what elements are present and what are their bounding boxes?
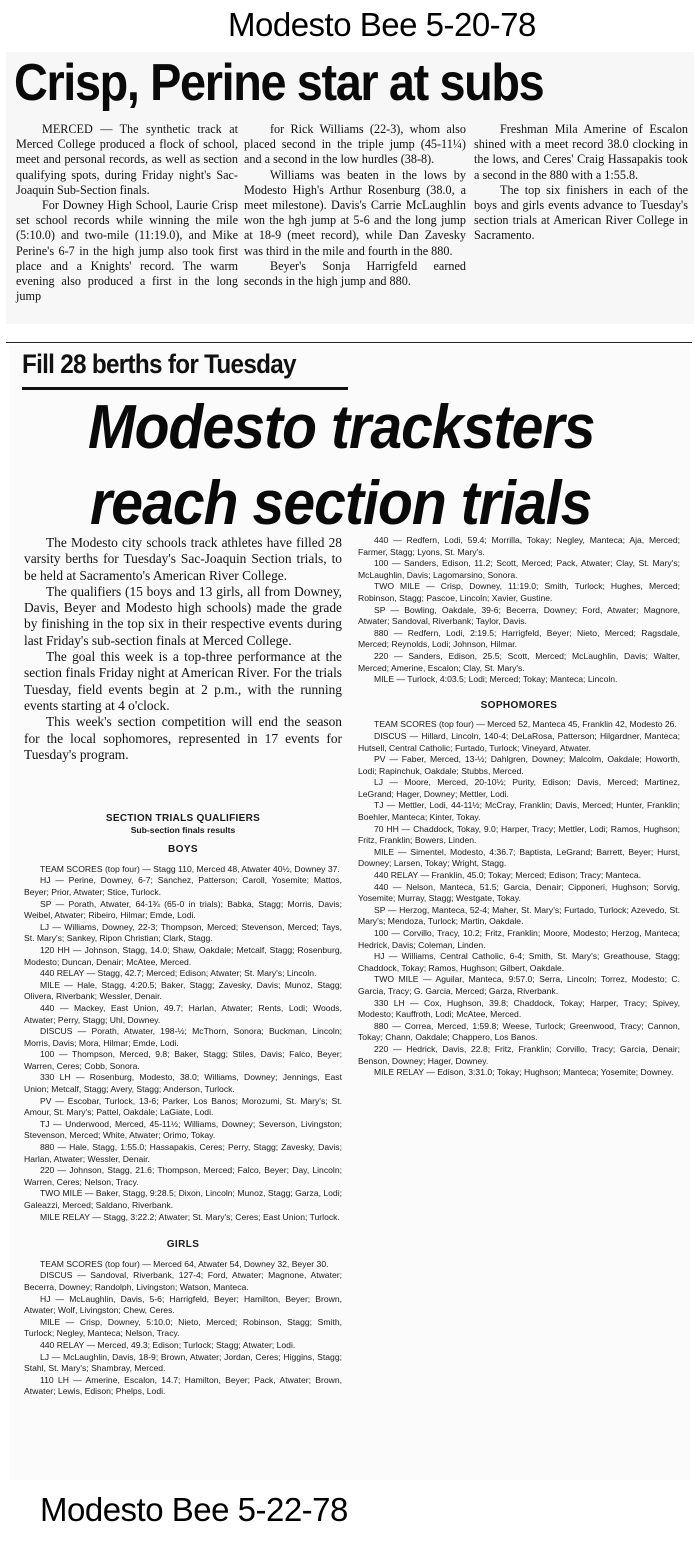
kicker-headline: Fill 28 berths for Tuesday: [22, 349, 296, 379]
results-left-column: [24, 803, 342, 1398]
result-entry: HJ — McLaughlin, Davis, 5-6; Harrigfeld, Beyer; Hamilton, Beyer; Brown, Atwater; Wolf, Livingston; Chew, Ceres.: [24, 1293, 342, 1316]
headline-line-2: reach section trials: [90, 469, 592, 538]
result-entry: 70 HH — Chaddock, Tokay, 9.0; Harper, Tracy; Mettler, Lodi; Ramos, Hughson; Fritz, Franklin; Bowers, Linden.: [358, 823, 680, 846]
result-entry: 880 — Redfern, Lodi, 2:19.5; Harrigfeld, Beyer; Nieto, Merced; Ragsdale, Merced; Reynolds, Lodi; Johnson, Hilmar.: [358, 627, 680, 650]
article2-lead: [24, 535, 342, 763]
result-entry: DISCUS — Sandoval, Riverbank, 127-4; Ford, Atwater; Magnone, Atwater; Becerra, Downey; Randolph, Livingston; Watson, Manteca.: [24, 1270, 342, 1292]
result-entry: TEAM SCORES (top four) — Stagg 110, Merced 48, Atwater 40½, Downey 37.: [40, 863, 340, 874]
result-entry: TWO MILE — Crisp, Downey, 11:19.0; Smith, Turlock; Hughes, Merced; Robinson, Stagg; Pascoe, Lincoln; Xavier, Gustine.: [358, 581, 680, 603]
result-entry: 440 — Mackey, East Union, 49.7; Harlan, Atwater; Rents, Lodi; Woods, Atwater; Perry, Stagg; Uhl, Downey.: [24, 1002, 342, 1025]
result-entry: HJ — Williams, Central Catholic, 6-4; Smith, St. Mary's; Greathouse, Stagg; Chaddock, Tokay; Ramos, Hughson; Gilbert, Oakdale.: [358, 951, 680, 973]
result-entry: 880 — Correa, Merced, 1:59.8; Weese, Turlock; Greenwood, Tracy; Cannon, Tokay; Chann, Oakdale; Chappero, Los Banos.: [358, 1020, 680, 1043]
clipping-modesto-tracksters: [10, 345, 690, 1480]
result-entry: PV — Escobar, Turlock, 13-6; Parker, Los Banos; Morozumi, St. Mary's; St. Amour, St. Mary's; Pattel, Oakdale; LaGiate, Lodi.: [24, 1095, 342, 1118]
result-entry: 220 — Sanders, Edison, 25.5; Scott, Merced; McLaughlin, Davis; Walter, Merced; Amerine, Escalon; Clay, St. Mary's.: [358, 650, 680, 673]
paragraph: Williams was beaten in the lows by Modesto High's Arthur Rosenburg (38.0, a meet milestone). Davis's Carrie McLaughlin won the hgh jump at 5-6 and the long jump at 18-9 (meet record), while Dan Zavesky was third in the mile and fourth in the 880.: [244, 167, 466, 258]
paragraph: MERCED — The synthetic track at Merced College produced a flock of school, meet and personal records, as well as section qualifying spots, during Friday night's Sac-Joaquin Sub-Section finals.: [16, 122, 238, 197]
result-entry: 220 — Hedrick, Davis, 22.8; Fritz, Franklin; Corvillo, Tracy; Garcia, Denair; Benson, Downey; Hager, Downey.: [358, 1043, 680, 1066]
results-subtitle: Sub-section finals results: [130, 824, 236, 835]
girls-results-right: [358, 535, 680, 686]
sophomores-heading: SOPHOMORES: [480, 699, 558, 711]
headline-crisp-perine: Crisp, Perine star at subs: [14, 54, 544, 112]
result-entry: TWO MILE — Baker, Stagg, 9:28.5; Dixon, Lincoln; Munoz, Stagg; Garza, Lodi; Galeazzi, Merced; Saldano, Riverbank.: [24, 1188, 342, 1210]
result-entry: 120 HH — Johnson, Stagg, 14.0; Shaw, Oakdale; Metcalf, Stagg; Rosenburg, Modesto; Duncan, Denair; McAtee, Merced.: [24, 944, 342, 967]
kicker-underline: [22, 387, 348, 390]
result-entry: TWO MILE — Aguilar, Manteca, 9:57.0; Serra, Lincoln; Torrez, Modesto; C. Garcia, Tracy; G. Garcia, Merced; Garza, Riverbank.: [358, 974, 680, 996]
result-entry: LJ — Williams, Downey, 22-3; Thompson, Merced; Stevenson, Merced; Tays, St. Mary's; Sankey, Ripon Christian; Clark, Stagg.: [24, 921, 342, 944]
result-entry: SP — Herzog, Manteca, 52-4; Maher, St. Mary's; Furtado, Turlock; Azevedo, St. Mary's; Mendoza, Turlock; Martin, Oakdale.: [358, 904, 680, 927]
article1-column-1: [16, 122, 238, 304]
result-entry: 330 LH — Cox, Hughson, 39.8; Chaddock, Tokay; Harper, Tracy; Spivey, Modesto; Kauffroth, Lodi; McAtee, Merced.: [358, 997, 680, 1020]
results-title: SECTION TRIALS QUALIFIERS: [105, 813, 261, 824]
paragraph: For Downey High School, Laurie Crisp set school records while winning the mile (5:10.0) and two-mile (11:19.0), and Mike Perine's 6-7 in the high jump also took first place and a Knights' record. The warm evening also produced a first in the long jump: [16, 198, 238, 304]
result-entry: TEAM SCORES (top four) — Merced 52, Manteca 45, Franklin 42, Modesto 26.: [374, 719, 677, 730]
sophomores-results: [358, 719, 680, 1078]
result-entry: 100 — Thompson, Merced, 9.8; Baker, Stagg; Stiles, Davis; Falco, Beyer; Warren, Ceres; Cobb, Sonora.: [24, 1049, 342, 1071]
results-right-column: [358, 535, 680, 1079]
result-entry: 440 RELAY — Stagg, 42.7; Merced; Edison; Atwater; St. Mary's; Lincoln.: [40, 968, 317, 979]
article1-column-3: [474, 122, 688, 244]
boys-heading: BOYS: [168, 844, 198, 856]
result-entry: MILE — Crisp, Downey, 5:10.0; Nieto, Merced; Robinson, Stagg; Smith, Turlock; Negley, Manteca; Nelson, Tracy.: [24, 1316, 342, 1339]
article1-column-2: [244, 122, 466, 289]
result-entry: TJ — Underwood, Merced, 45-11½; Williams, Downey; Severson, Livingston; Stevenson, Merced; White, Atwater; Orimo, Tokay.: [24, 1118, 342, 1141]
result-entry: 440 RELAY — Franklin, 45.0; Tokay; Merced; Edison; Tracy; Manteca.: [374, 870, 642, 881]
paragraph: for Rick Williams (22-3), whom also placed second in the triple jump (45-11¼) and a second in the low hurdles (38-8).: [244, 122, 466, 167]
result-entry: DISCUS — Hillard, Lincoln, 140-4; DeLaRosa, Patterson; Hilgardner, Manteca; Hutsell, Central Catholic; Furtado, Turlock; Vineyard, Atwater.: [358, 730, 680, 753]
boys-results: [24, 864, 342, 1223]
result-entry: LJ — Moore, Merced, 20-10½; Purity, Edison; Davis, Merced; Martinez, LeGrand; Hager, Downey; Mettler, Lodi.: [358, 777, 680, 799]
paragraph: The qualifiers (15 boys and 13 girls, all from Downey, Davis, Beyer and Modesto high schools) made the grade by finishing in the top six in their respective events during last Friday's sub-section finals at Merced College.: [24, 583, 342, 648]
result-entry: MILE — Simentel, Modesto, 4:36.7; Baptista, LeGrand; Barrett, Beyer; Hurst, Downey; Larsen, Tokay; Wright, Stagg.: [358, 846, 680, 869]
result-entry: PV — Faber, Merced, 13-½; Dahlgren, Downey; Malcolm, Oakdale; Howorth, Lodi; Rapinchuk, Oakdale; Stubbs, Merced.: [358, 754, 680, 776]
result-entry: 110 LH — Amerine, Escalon, 14.7; Hamilton, Beyer; Pack, Atwater; Brown, Atwater; Lewis, Edison; Phelps, Lodi.: [24, 1374, 342, 1397]
result-entry: LJ — McLaughlin, Davis, 18-9; Brown, Atwater; Jordan, Ceres; Higgins, Stagg; Stahl, St. Mary's; Shambray, Merced.: [24, 1351, 342, 1374]
girls-results-left: [24, 1259, 342, 1398]
paragraph: The Modesto city schools track athletes have filled 28 varsity berths for Tuesday's Sac-Joaquin Section trials, to be held at Sacramento's American River College.: [24, 535, 342, 583]
result-entry: 440 RELAY — Merced, 49.3; Edison; Turlock; Stagg; Atwater; Lodi.: [40, 1339, 296, 1350]
result-entry: MILE RELAY — Stagg, 3:22.2; Atwater; St. Mary's; Ceres; East Union; Turlock.: [40, 1211, 340, 1222]
result-entry: 440 — Nelson, Manteca, 51.5; Garcia, Denair; Cipponeri, Hughson; Sorvig, Yosemite; Murray, Stagg; Westgate, Tokay.: [358, 881, 680, 904]
result-entry: SP — Porath, Atwater, 64-1¾ (65-0 in trials); Babka, Stagg; Morris, Davis; Weibel, Atwater; Ribeiro, Hilmar; Emde, Lodi.: [24, 898, 342, 921]
paragraph: This week's section competition will end the season for the local sophomores, represented in 17 events for Tuesday's program.: [24, 714, 342, 762]
paragraph: The top six finishers in each of the boys and girls events advance to Tuesday's section trials at American River College in Sacramento.: [474, 182, 688, 243]
paragraph: The goal this week is a top-three performance at the section finals Friday night at American River. For the trials Tuesday, field events begin at 2 p.m., with the running events starting at 4 o'clock.: [24, 649, 342, 713]
result-entry: 100 — Sanders, Edison, 11.2; Scott, Merced; Pack, Atwater; Clay, St. Mary's; McLaughlin, Davis; Lagomarsino, Sonora.: [358, 558, 680, 580]
result-entry: 100 — Corvillo, Tracy, 10.2; Fritz, Franklin; Moore, Modesto; Herzog, Manteca; Hedrick, Davis; Coleman, Linden.: [358, 928, 680, 950]
result-entry: 440 — Redfern, Lodi, 59.4; Morrilla, Tokay; Negley, Manteca; Aja, Merced; Farmer, Stagg; Lyons, St. Mary's.: [358, 535, 680, 557]
headline-line-1: Modesto tracksters: [88, 393, 595, 462]
clipping-date-label-top: Modesto Bee 5-20-78: [228, 6, 536, 43]
result-entry: DISCUS — Porath, Atwater, 198-½; McThorn, Sonora; Buckman, Lincoln; Morris, Davis; Mora, Hilmar; Emde, Lodi.: [24, 1026, 342, 1048]
paragraph: Freshman Mila Amerine of Escalon shined with a meet record 38.0 clocking in the lows, and Ceres' Craig Hassapakis took a second in the 880 with a 1:55.8.: [474, 122, 688, 182]
result-entry: TJ — Mettler, Lodi, 44-11½; McCray, Franklin; Davis, Merced; Hunter, Franklin; Boehler, Manteca; Kinter, Tokay.: [358, 800, 680, 823]
result-entry: 330 LH — Rosenburg, Modesto, 38.0; Williams, Downey; Jennings, East Union; Metcalf, Stagg; Avery, Stagg; Anderson, Turlock.: [24, 1072, 342, 1095]
result-entry: 220 — Johnson, Stagg, 21.6; Thompson, Merced; Falco, Beyer; Day, Lincoln; Warren, Ceres; Nelson, Tracy.: [24, 1165, 342, 1187]
clipping-date-label-bottom: Modesto Bee 5-22-78: [40, 1491, 348, 1528]
clipping-crisp-perine: [6, 52, 694, 324]
result-entry: 880 — Hale, Stagg, 1:55.0; Hassapakis, Ceres; Perry, Stagg; Zavesky, Davis; Harlan, Atwater; Wessler, Denair.: [24, 1142, 342, 1164]
result-entry: MILE — Hale, Stagg, 4:20.5; Baker, Stagg; Zavesky, Davis; Munoz, Stagg; Olivera, Riverbank; Wessler, Denair.: [24, 979, 342, 1002]
result-entry: TEAM SCORES (top four) — Merced 64, Atwater 54, Downey 32, Beyer 30.: [40, 1258, 329, 1269]
girls-heading: GIRLS: [166, 1239, 200, 1251]
divider-rule: [6, 342, 692, 343]
result-entry: HJ — Perine, Downey, 6-7; Sanchez, Patterson; Caroll, Yosemite; Mattos, Beyer; Prior, Atwater; Stice, Turlock.: [24, 875, 342, 897]
paragraph: Beyer's Sonja Harrigfeld earned seconds in the high jump and 880.: [244, 258, 466, 289]
result-entry: MILE RELAY — Edison, 3:31.0; Tokay; Hughson; Manteca; Yosemite; Downey.: [374, 1067, 674, 1078]
result-entry: SP — Bowling, Oakdale, 39-6; Becerra, Downey; Ford, Atwater; Magnore, Atwater; Sandoval, Riverbank; Taylor, Davis.: [358, 604, 680, 627]
result-entry: MILE — Turlock, 4:03.5; Lodi; Merced; Tokay; Manteca; Lincoln.: [374, 674, 618, 685]
